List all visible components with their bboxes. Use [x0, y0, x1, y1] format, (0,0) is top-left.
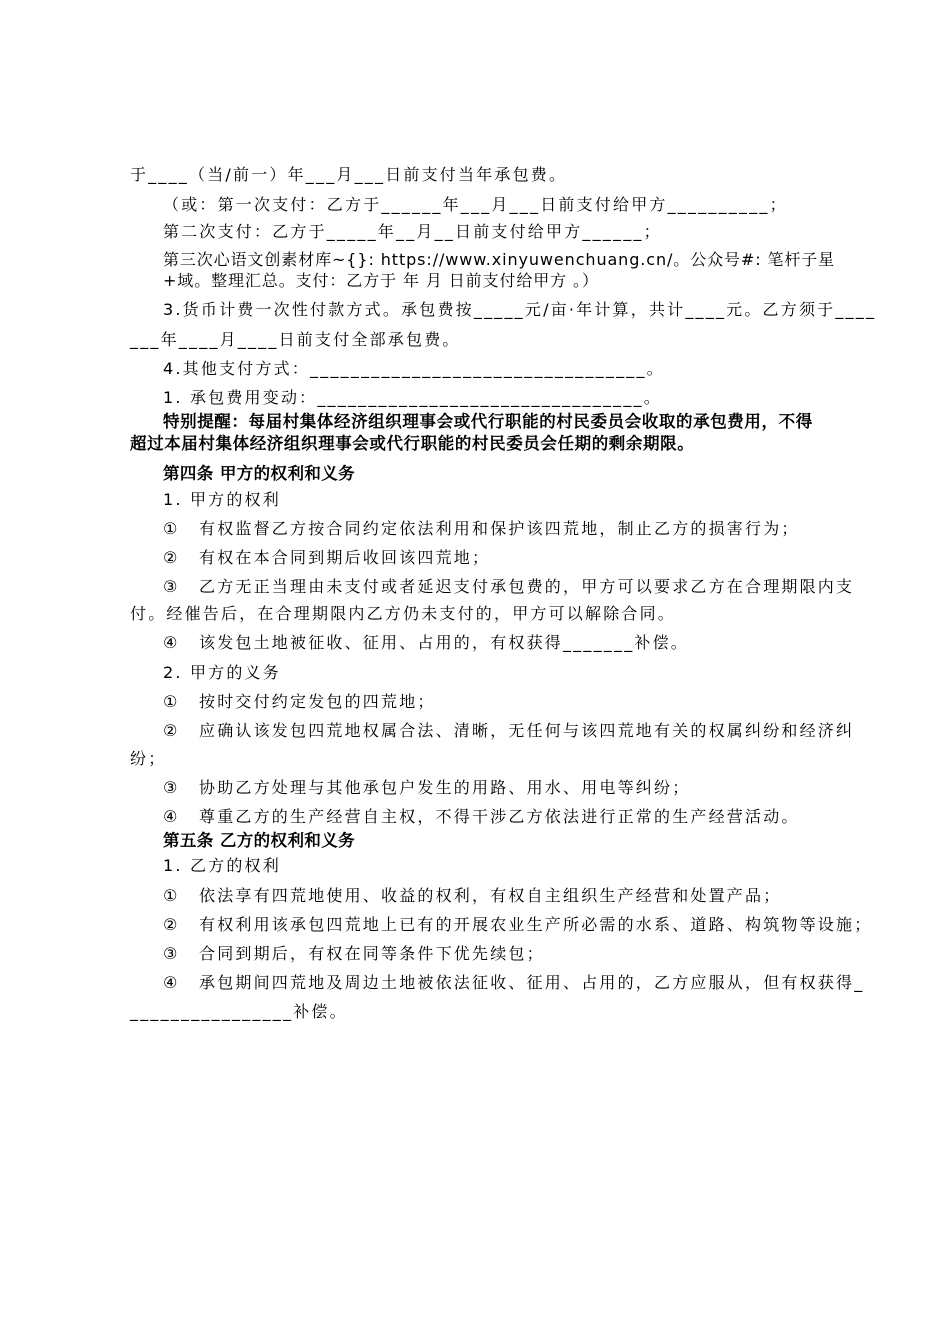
paragraph-text: 4.其他支付方式：_________________________________。 [163, 359, 665, 378]
list-item-text: 应确认该发包四荒地权属合法、清晰，无任何与该四荒地有关的权属纠纷和经济纠 [199, 721, 855, 740]
paragraph-text: 于____（当/前一）年___月___日前支付当年承包费。 [130, 165, 568, 184]
subsection-title: 1. 乙方的权利 [163, 856, 281, 875]
item-marker: ① [163, 519, 180, 538]
list-item-text: 有权利用该承包四荒地上已有的开展农业生产所必需的水系、道路、构筑物等设施； [199, 915, 873, 934]
list-item-text: 承包期间四荒地及周边土地被依法征收、征用、占用的，乙方应服从，但有权获得_ [199, 973, 865, 992]
list-item [163, 630, 883, 656]
paragraph-text: ________________补偿。 [130, 1002, 348, 1021]
list-item [163, 970, 883, 996]
item-marker: ② [163, 721, 180, 740]
paragraph-text: （或：第一次支付：乙方于______年___月___日前支付给甲方__________； [163, 195, 788, 214]
section-heading: 第四条 甲方的权利和义务 [163, 464, 356, 483]
subsection-title: 2. 甲方的义务 [163, 663, 281, 682]
item-marker: ④ [163, 807, 180, 826]
item-marker: ④ [163, 633, 180, 652]
list-item-text: 协助乙方处理与其他承包户发生的用路、用水、用电等纠纷； [199, 778, 691, 797]
paragraph-text: 纷； [130, 749, 167, 768]
list-item [163, 912, 883, 938]
list-item-text: 有权在本合同到期后收回该四荒地； [199, 548, 491, 567]
list-item [163, 804, 883, 830]
paragraph-text: 3.货币计费一次性付款方式。承包费按_____元/亩·年计算，共计____元。乙方须于____ [163, 300, 877, 319]
item-marker: ④ [163, 973, 180, 992]
subsection-title: 1. 甲方的权利 [163, 490, 281, 509]
paragraph-text: 第三次心语文创素材库~{}: https://www.xinyuwenchuang.cn/。公众号#: 笔杆子星+域。整理汇总。支付：乙方于 年 月 日前支付给甲方 。） [163, 250, 836, 290]
item-marker: ① [163, 692, 180, 711]
list-item-text: 按时交付约定发包的四荒地； [199, 692, 436, 711]
list-item-text: 乙方无正当理由未支付或者延迟支付承包费的，甲方可以要求乙方在合理期限内支 [199, 577, 855, 596]
list-item [163, 545, 883, 571]
item-marker: ③ [163, 778, 180, 797]
list-item [163, 775, 883, 801]
item-marker: ③ [163, 944, 180, 963]
item-marker: ② [163, 915, 180, 934]
paragraph-text: 付。经催告后，在合理期限内乙方仍未支付的，甲方可以解除合同。 [130, 604, 677, 623]
list-item [163, 574, 883, 600]
special-reminder-text: 超过本届村集体经济组织理事会或代行职能的村民委员会任期的剩余期限。 [130, 434, 695, 453]
paragraph-text: 第二次支付：乙方于_____年__月__日前支付给甲方______； [163, 222, 662, 241]
item-marker: ③ [163, 577, 180, 596]
list-item-text: 有权监督乙方按合同约定依法利用和保护该四荒地，制止乙方的损害行为； [199, 519, 800, 538]
item-marker: ① [163, 886, 180, 905]
list-item [163, 516, 883, 542]
list-item [163, 718, 883, 744]
list-item-text: 合同到期后，有权在同等条件下优先续包； [199, 944, 545, 963]
item-marker: ② [163, 548, 180, 567]
list-item-text: 该发包土地被征收、征用、占用的，有权获得_______补偿。 [199, 633, 690, 652]
list-item-text: 依法享有四荒地使用、收益的权利，有权自主组织生产经营和处置产品； [199, 886, 782, 905]
paragraph-text: 1. 承包费用变动：________________________________。 [163, 388, 662, 407]
list-item-text: 尊重乙方的生产经营自主权，不得干涉乙方依法进行正常的生产经营活动。 [199, 807, 800, 826]
special-reminder-text: 特别提醒：每届村集体经济组织理事会或代行职能的村民委员会收取的承包费用，不得 [163, 412, 813, 431]
section-heading: 第五条 乙方的权利和义务 [163, 831, 356, 850]
list-item [163, 689, 883, 715]
list-item [163, 883, 883, 909]
paragraph-text: ___年____月____日前支付全部承包费。 [130, 330, 461, 349]
list-item [163, 941, 883, 967]
